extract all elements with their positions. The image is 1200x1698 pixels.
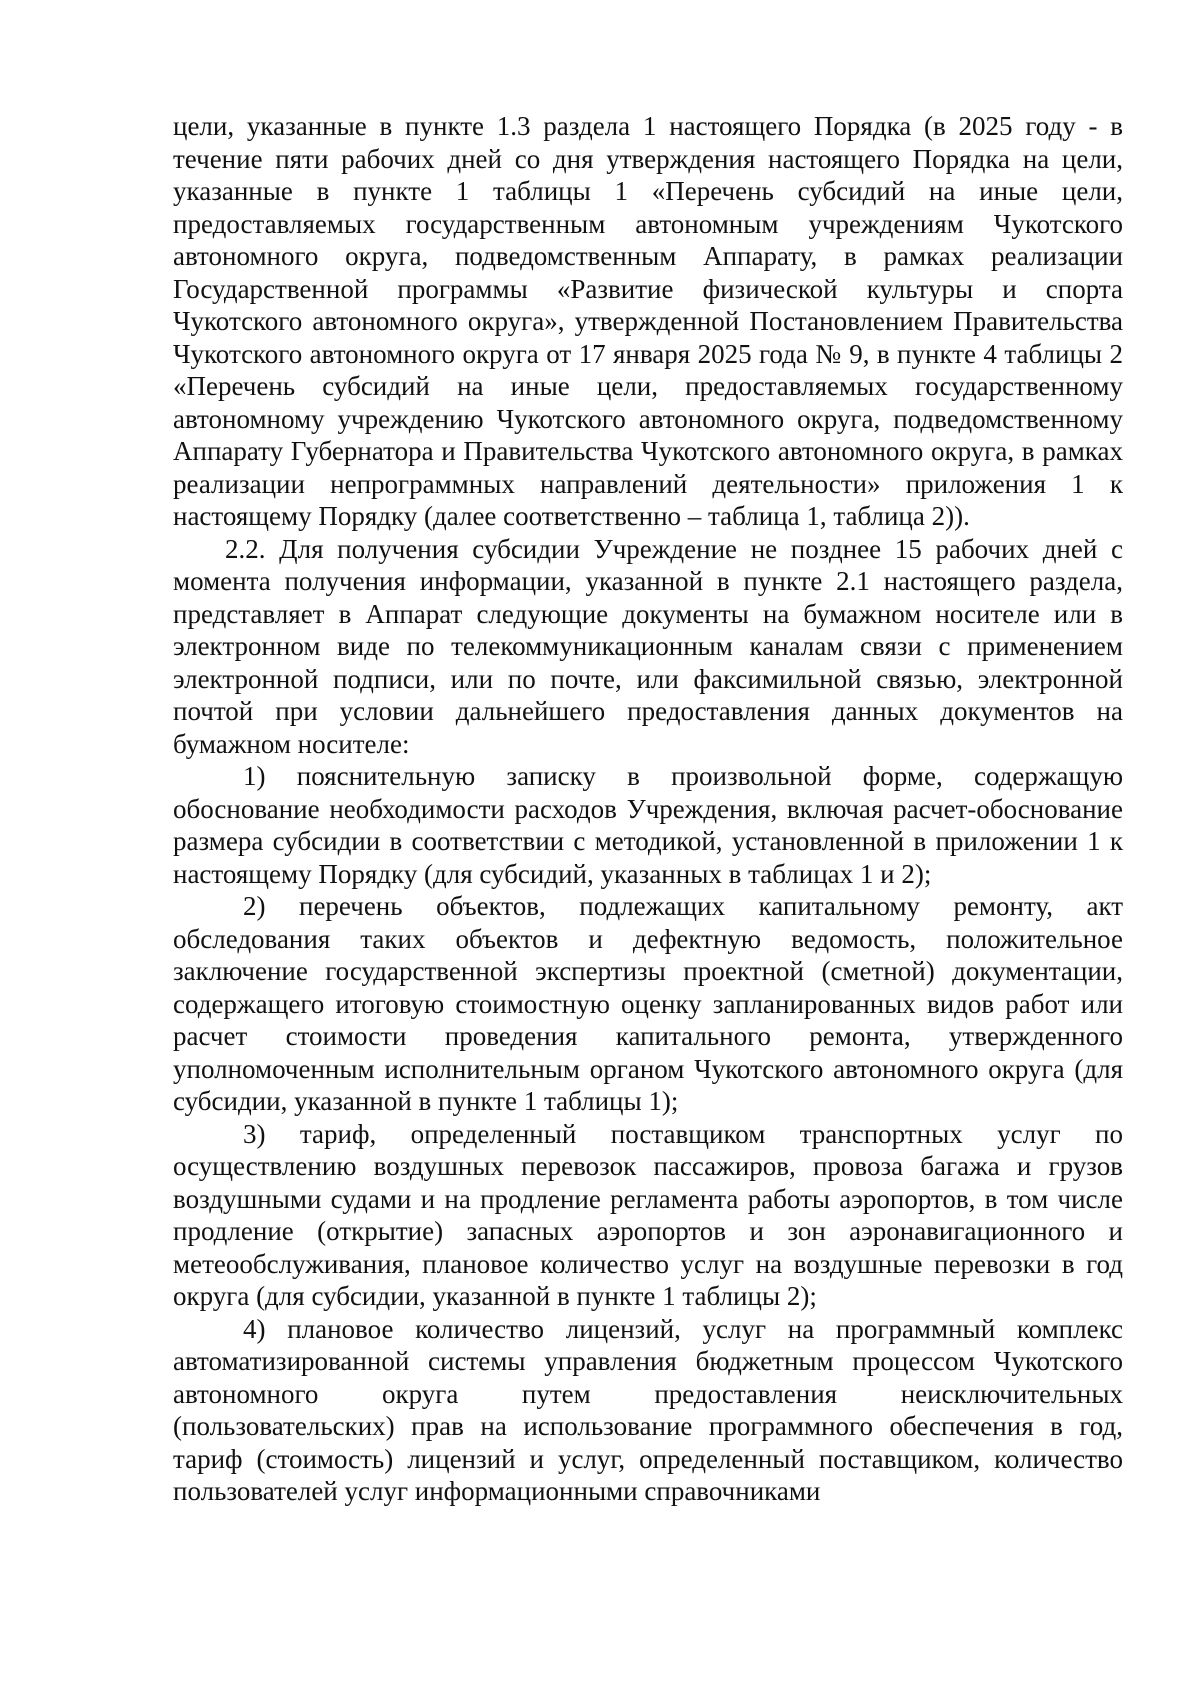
document-page — [173, 110, 1123, 1508]
list-item-2: 2) перечень объектов, подлежащих капитальному ремонту, акт обследования таких объектов и дефектную ведомость, положительное заключение государственной экспертизы проектной (сметной) документации, содержащего итоговую стоимостную оценку запланированных видов работ или расчет стоимости проведения капитального ремонта, утвержденного уполномоченным исполнительным органом Чукотского автономного округа (для субсидии, указанной в пункте 1 таблицы 1); — [173, 891, 1123, 1116]
list-item-4: 4) плановое количество лицензий, услуг на программный комплекс автоматизированной системы управления бюджетным процессом Чукотского автономного округа путем предоставления неисключительных (пользовательских) прав на использование программного обеспечения в год, тариф (стоимость) лицензий и услуг, определенный поставщиком, количество пользователей услуг информационными справочниками — [173, 1313, 1123, 1506]
paragraph-continued: цели, указанные в пункте 1.3 раздела 1 настоящего Порядка (в 2025 году - в течение пяти рабочих дней со дня утверждения настоящего Порядка на цели, указанные в пункте 1 таблицы 1 «Перечень субсидий на иные цели, предоставляемых государственным автономным учреждениям Чукотского автономного округа, подведомственным Аппарату, в рамках реализации Государственной программы «Развитие физической культуры и спорта Чукотского автономного округа», утвержденной Постановлением Правительства Чукотского автономного округа от 17 января 2025 года № 9, в пункте 4 таблицы 2 «Перечень субсидий на иные цели, предоставляемых государственному автономному учреждению Чукотского автономного округа, подведомственному Аппарату Губернатора и Правительства Чукотского автономного округа, в рамках реализации непрограммных направлений деятельности» приложения 1 к настоящему Порядку (далее соответственно – таблица 1, таблица 2)). — [173, 111, 1123, 531]
list-item-1: 1) пояснительную записку в произвольной форме, содержащую обоснование необходимости расходов Учреждения, включая расчет-обоснование размера субсидии в соответствии с методикой, установленной в приложении 1 к настоящему Порядку (для субсидий, указанных в таблицах 1 и 2); — [173, 761, 1123, 889]
paragraph-2-2: 2.2. Для получения субсидии Учреждение не позднее 15 рабочих дней с момента получения информации, указанной в пункте 2.1 настоящего раздела, представляет в Аппарат следующие документы на бумажном носителе или в электронном виде по телекоммуникационным каналам связи с применением электронной подписи, или по почте, или факсимильной связью, электронной почтой при условии дальнейшего предоставления данных документов на бумажном носителе: — [173, 533, 1123, 759]
list-item-3: 3) тариф, определенный поставщиком транспортных услуг по осуществлению воздушных перевозок пассажиров, провоза багажа и грузов воздушными судами и на продление регламента работы аэропортов, в том числе продление (открытие) запасных аэропортов и зон аэронавигационного и метеообслуживания, плановое количество услуг на воздушные перевозки в год округа (для субсидии, указанной в пункте 1 таблицы 2); — [173, 1118, 1123, 1311]
